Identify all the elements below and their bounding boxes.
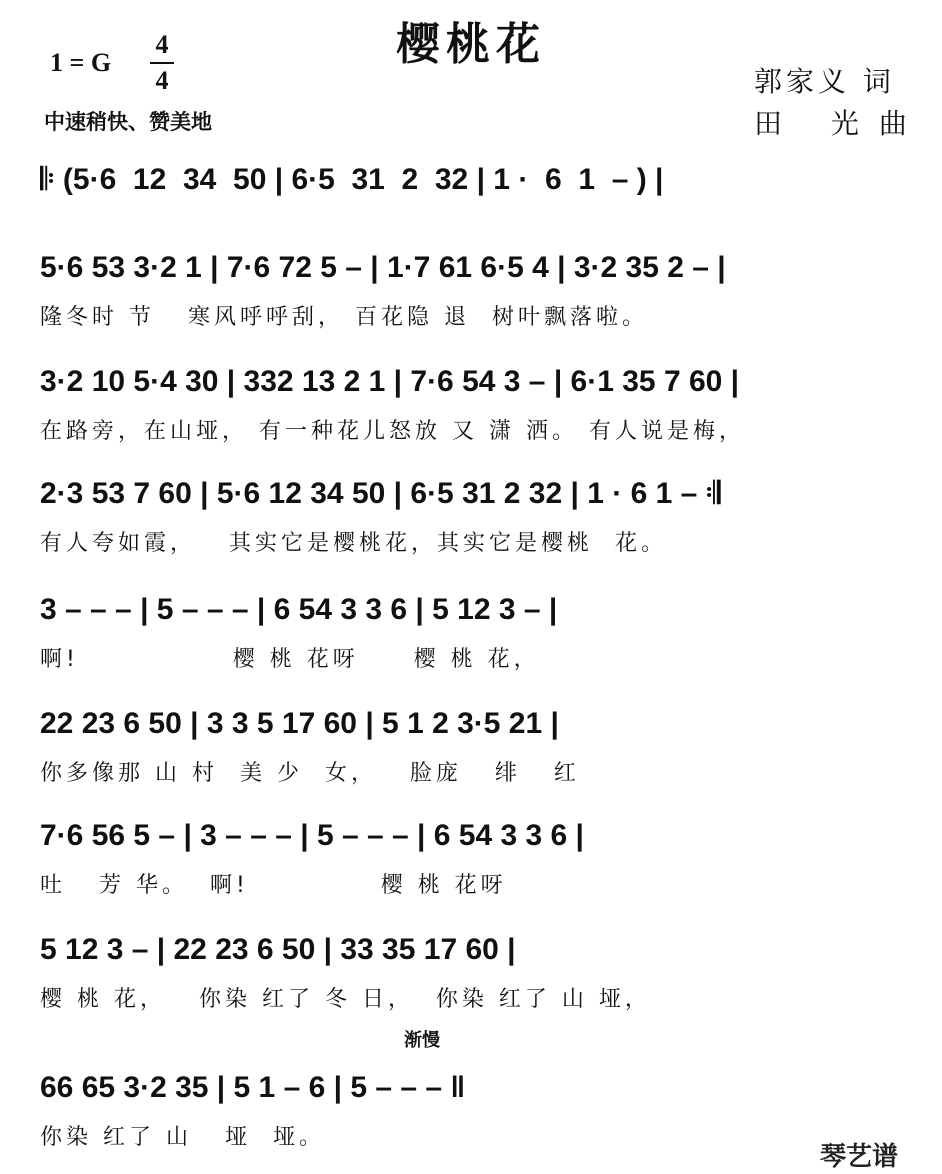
time-signature-top: 4 <box>155 30 169 59</box>
notation: 22 23 6 50 | 3 3 5 17 60 | 5 1 2 3·5 21 | <box>40 707 559 740</box>
lyrics: 隆冬时 节 寒风呼呼刮， 百花隐 退 树叶飘落啦。 <box>40 305 648 330</box>
notation: 5·6 53 3·2 1 | 7·6 72 5 – | 1·7 61 6·5 4 | 3·2 35 2 – | <box>40 251 726 284</box>
lyrics: 在路旁，在山垭， 有一种花儿怒放 又 潇 洒。 有人说是梅， <box>40 419 745 444</box>
lyrics <box>40 212 906 248</box>
score-line-4 <box>40 474 906 566</box>
lyrics: 啊! 樱 桃 花呀 樱 桃 花， <box>40 647 540 672</box>
score-line-1 <box>40 160 906 252</box>
time-signature-divider <box>150 62 174 64</box>
score-line-8 <box>40 930 906 1022</box>
lyrics: 樱 桃 花， 你染 红了 冬 日， 你染 红了 山 垭， <box>40 987 651 1012</box>
key-signature: 1 = G <box>50 48 112 77</box>
notation: 𝄆 (5·6 12 34 50 | 6·5 31 2 32 | 1 · 6 1 – ) | <box>40 163 664 196</box>
time-signature-bottom: 4 <box>155 66 169 95</box>
lyrics: 你染 红了 山 垭 垭。 <box>40 1125 325 1150</box>
lyrics: 你多像那 山 村 美 少 女， 脸庞 绯 红 <box>40 761 580 786</box>
score-line-3 <box>40 362 906 454</box>
composer-credit: 田 光曲 <box>754 107 927 140</box>
lyrics: 有人夸如霞， 其实它是樱桃花，其实它是樱桃 花。 <box>40 531 667 556</box>
tempo-direction: 渐慢 <box>404 1030 440 1051</box>
song-title: 樱桃花 <box>396 19 546 70</box>
notation: 3 – – – | 5 – – – | 6 54 3 3 6 | 5 12 3 – | <box>40 593 558 626</box>
score-line-2 <box>40 248 906 340</box>
score-line-5 <box>40 590 906 682</box>
lyrics: 吐 芳 华。 啊! 樱 桃 花呀 <box>40 873 507 898</box>
notation: 3·2 10 5·4 30 | 332 13 2 1 | 7·6 54 3 – | 6·1 35 7 60 | <box>40 365 740 398</box>
score-line-9 <box>40 1068 906 1160</box>
notation: 7·6 56 5 – | 3 – – – | 5 – – – | 6 54 3 3 6 | <box>40 819 584 852</box>
tempo-marking: 中速稍快、赞美地 <box>44 110 212 134</box>
score-line-7 <box>40 816 906 908</box>
score-line-6 <box>40 704 906 796</box>
lyricist-credit: 郭家义 词 <box>754 65 895 98</box>
watermark-logo: 琴艺谱 <box>820 1142 899 1172</box>
time-signature <box>150 30 174 96</box>
notation: 5 12 3 – | 22 23 6 50 | 33 35 17 60 | <box>40 933 516 966</box>
notation: 2·3 53 7 60 | 5·6 12 34 50 | 6·5 31 2 32 | 1 · 6 1 – 𝄇 <box>40 477 721 510</box>
notation: 66 65 3·2 35 | 5 1 – 6 | 5 – – – ‖ <box>40 1071 466 1104</box>
